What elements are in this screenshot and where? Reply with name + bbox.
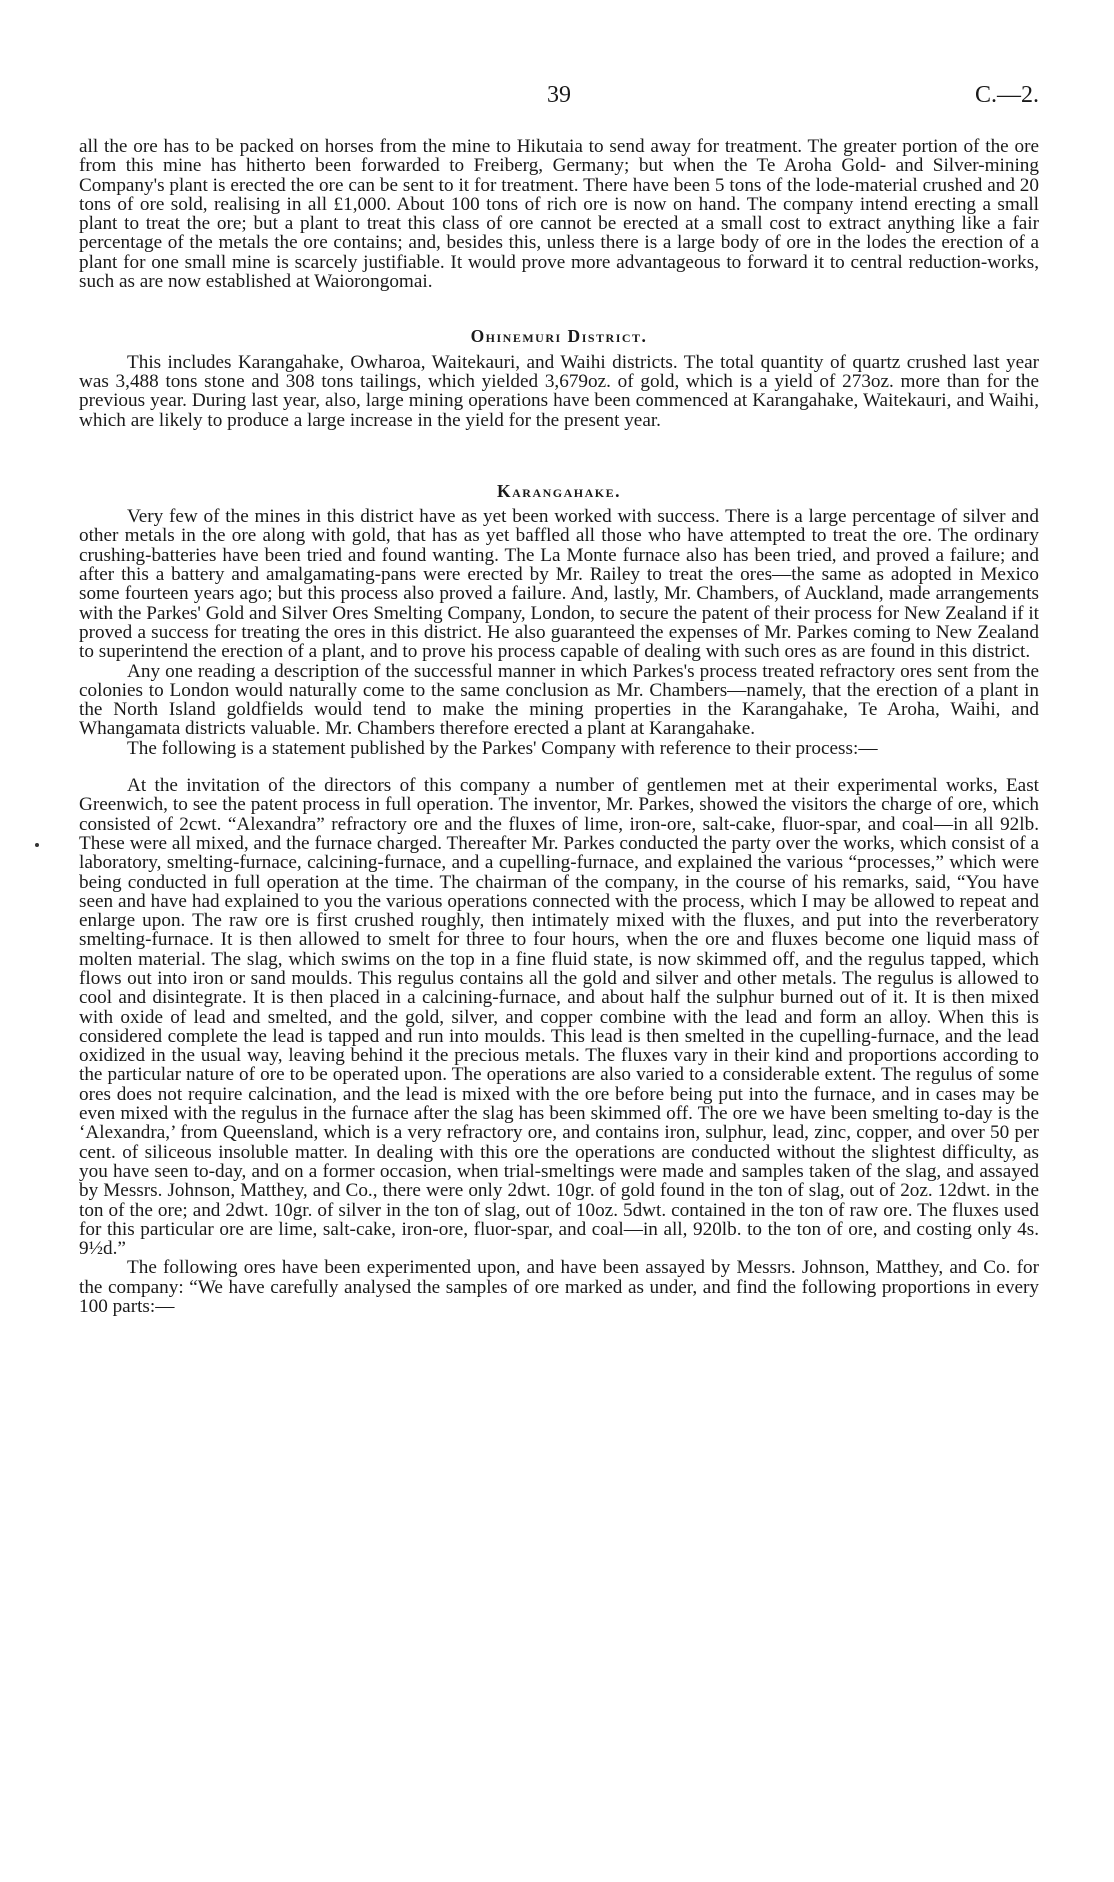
intro-paragraph: all the ore has to be packed on horses from the mine to Hikutaia to send away for treatment. The greater portion of the ore from this mine has hitherto been forwarded to Freiberg, Germany; but when the Te Aroha Gold- and Silver-mining Company's plant is erected the ore can be sent to it for treatment. There have been 5 tons of the lode-material crushed and 20 tons of ore sold, realising in all £1,000. About 100 tons of rich ore is now on hand. The company intend erecting a small plant to treat the ore; but a plant to treat this class of ore cannot be erected at a small cost to extract anything like a fair percentage of the metals the ore contains; and, besides this, unless there is a large body of ore in the lodes the erection of a plant for one small mine is scarcely justifiable. It would prove more advantageous to forward it to central reduction-works, such as are now established at Waiorongomai. bbox=[79, 136, 1039, 293]
section-heading-ohinemuri: Ohinemuri District. bbox=[470, 326, 648, 347]
paragraph: The following is a statement published by the Parkes' Company with reference to their process:— bbox=[127, 737, 878, 759]
paragraph: This includes Karangahake, Owharoa, Waitekauri, and Waihi districts. The total quantity of quartz crushed last year was 3,488 tons stone and 308 tons tailings, which yielded 3,679oz. of gold, which is a yield of 273oz. more than for the previous year. During last year, also, large mining operations have been commenced at Karangahake, Waitekauri, and Waihi, which are likely to produce a large increase in the yield for the present year. bbox=[79, 351, 1039, 431]
page-number: 39 bbox=[547, 82, 571, 108]
body-text bbox=[79, 137, 1039, 1316]
paragraph: The following ores have been experimented upon, and have been assayed by Messrs. Johnson, Matthey, and Co. for the company: “We have carefully analysed the samples of ore marked as under, and find the following proportions in every 100 parts:— bbox=[79, 1257, 1039, 1318]
quoted-statement: At the invitation of the directors of this company a number of gentlemen met at their experimental works, East Greenwich, to see the patent process in full operation. The inventor, Mr. Parkes, showed the visitors the charge of ore, which consisted of 2cwt. “Alexandra” refractory ore and the fluxes of lime, iron-ore, salt-cake, fluor-spar, and coal—in all 92lb. These were all mixed, and the furnace charged. Thereafter Mr. Parkes conducted the party over the works, which consist of a laboratory, smelting-furnace, calcining-furnace, and a cupelling-furnace, and explained the various “processes,” which were being conducted in full operation at the time. The chairman of the company, in the course of his remarks, said, “You have seen and have had explained to you the various operations connected with the process, which I may be allowed to repeat and enlarge upon. The raw ore is first crushed roughly, then intimately mixed with the fluxes, and put into the reverberatory smelting-furnace. It is then allowed to smelt for three to four hours, when the ore and fluxes become one liquid mass of molten material. The slag, which swims on the top in a fine fluid state, is now skimmed off, and the regulus tapped, which flows out into iron or sand moulds. This regulus contains all the gold and silver and other metals. The regulus is allowed to cool and disintegrate. It is then placed in a calcining-furnace, and about half the sulphur burned out of it. It is then mixed with oxide of lead and smelted, and the gold, silver, and copper combine with the lead and form an alloy. When this is considered complete the lead is tapped and run into moulds. This lead is then smelted in the cupelling-furnace, and the lead oxidized in the usual way, leaving behind it the precious metals. The fluxes vary in their kind and proportions according to the particular nature of ore to be operated upon. The operations are also varied to a considerable extent. The regulus of some ores does not require calcination, and the lead is mixed with the ore before being put into the furnace, and in cases may be even mixed with the regulus in the furnace after the slag has been skimmed off. The ore we have been smelting to-day is the ‘Alexandra,’ from Queensland, which is a very refractory ore, and contains iron, sulphur, lead, zinc, copper, and over 50 per cent. of siliceous insoluble matter. In dealing with this ore the operations are conducted without the slightest difficulty, as you have seen to-day, and on a former occasion, when trial-smeltings were made and samples taken of the slag, and assayed by Messrs. Johnson, Matthey, and Co., there were only 2dwt. 10gr. of gold found in the ton of slag, out of 2oz. 12dwt. in the ton of the ore; and 2dwt. 10gr. of silver in the ton of slag, out of 10oz. 5dwt. contained in the ton of raw ore. The fluxes used for this particular ore are lime, salt-cake, iron-ore, fluor-spar, and coal—in all, 920lb. to the ton of ore, and costing only 4s. 9½d.” bbox=[79, 775, 1039, 1260]
page-header bbox=[79, 82, 1039, 112]
document-reference: C.—2. bbox=[974, 82, 1039, 108]
paragraph: Any one reading a description of the successful manner in which Parkes's process treated refractory ores sent from the colonies to London would naturally come to the same conclusion as Mr. Chambers—namely, that the erection of a plant in the North Island goldfields would tend to make the mining properties in the Karangahake, Te Aroha, Waihi, and Whangamata districts valuable. Mr. Chambers therefore erected a plant at Karangahake. bbox=[79, 660, 1039, 740]
section-heading-karangahake: Karangahake. bbox=[497, 480, 621, 501]
paragraph: Very few of the mines in this district have as yet been worked with success. There is a large percentage of silver and other metals in the ore along with gold, that has as yet baffled all those who have attempted to treat the ore. The ordinary crushing-batteries have been tried and found wanting. The La Monte furnace also has been tried, and proved a failure; and after this a battery and amalgamating-pans were erected by Mr. Railey to treat the ores—the same as adopted in Mexico some fourteen years ago; but this process also proved a failure. And, lastly, Mr. Chambers, of Auckland, made arrangements with the Parkes' Gold and Silver Ores Smelting Company, London, to secure the patent of their process for New Zealand if it proved a success for treating the ores in this district. He also guaranteed the expenses of Mr. Parkes coming to New Zealand to superintend the erection of a plant, and to prove his process capable of dealing with such ores as are found in this district. bbox=[79, 506, 1039, 663]
margin-mark bbox=[35, 843, 39, 847]
